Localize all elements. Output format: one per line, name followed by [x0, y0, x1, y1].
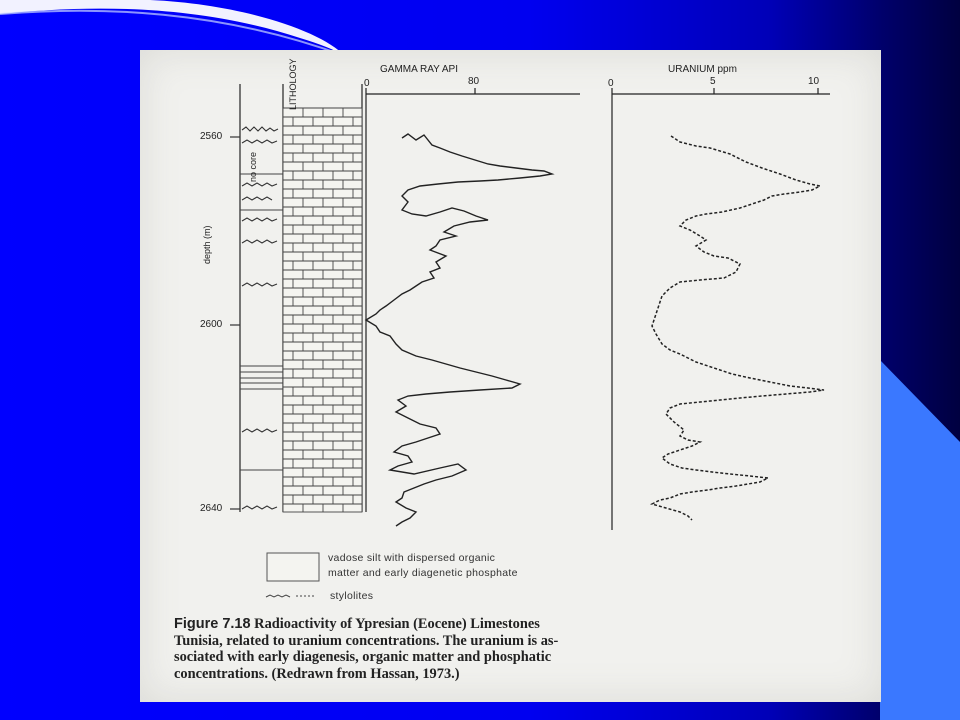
- legend-stylolite-symbol: [266, 595, 290, 597]
- slide-accent-shape: [880, 360, 960, 720]
- caption-line-3: sociated with early diagenesis, organic matter and phosphatic: [174, 649, 552, 665]
- uranium-axis-tick-0: 0: [608, 78, 614, 89]
- uranium-curve: [652, 136, 824, 520]
- gamma-axis-tick-0: 0: [364, 78, 370, 89]
- legend-silt-line1: vadose silt with dispersed organic: [328, 552, 496, 564]
- depth-tick-2640: 2640: [200, 503, 223, 514]
- well-log-figure: [140, 50, 881, 702]
- figure-scan: [140, 50, 881, 702]
- caption-line-2: Tunisia, related to uranium concentrations. The uranium is as-: [174, 632, 559, 649]
- depth-tick-2560: 2560: [200, 131, 223, 142]
- depth-axis-label: depth (m): [202, 225, 212, 264]
- gamma-ray-curve: [366, 134, 552, 526]
- uranium-axis: [612, 88, 830, 530]
- gamma-axis-title: GAMMA RAY API: [380, 64, 458, 75]
- stylolite-markers: [242, 127, 278, 509]
- gamma-axis-tick-80: 80: [468, 76, 480, 87]
- caption-line-1: Radioactivity of Ypresian (Eocene) Limestones: [254, 616, 540, 632]
- lithology-column: [283, 108, 362, 512]
- lithology-label: LITHOLOGY: [288, 58, 298, 110]
- caption-line-4: concentrations. (Redrawn from Hassan, 1973.): [174, 665, 460, 682]
- caption-figure-label: Figure 7.18: [174, 616, 251, 632]
- legend-silt-swatch: [267, 553, 319, 581]
- legend-stylolites: stylolites: [330, 590, 374, 602]
- uranium-axis-tick-5: 5: [710, 76, 716, 87]
- uranium-axis-title: URANIUM ppm: [668, 64, 737, 75]
- depth-tick-2600: 2600: [200, 319, 223, 330]
- legend-silt-line2: matter and early diagenetic phosphate: [328, 567, 518, 579]
- figure-caption: [174, 616, 882, 682]
- uranium-axis-tick-10: 10: [808, 76, 820, 87]
- no-core-label: no core: [248, 151, 258, 182]
